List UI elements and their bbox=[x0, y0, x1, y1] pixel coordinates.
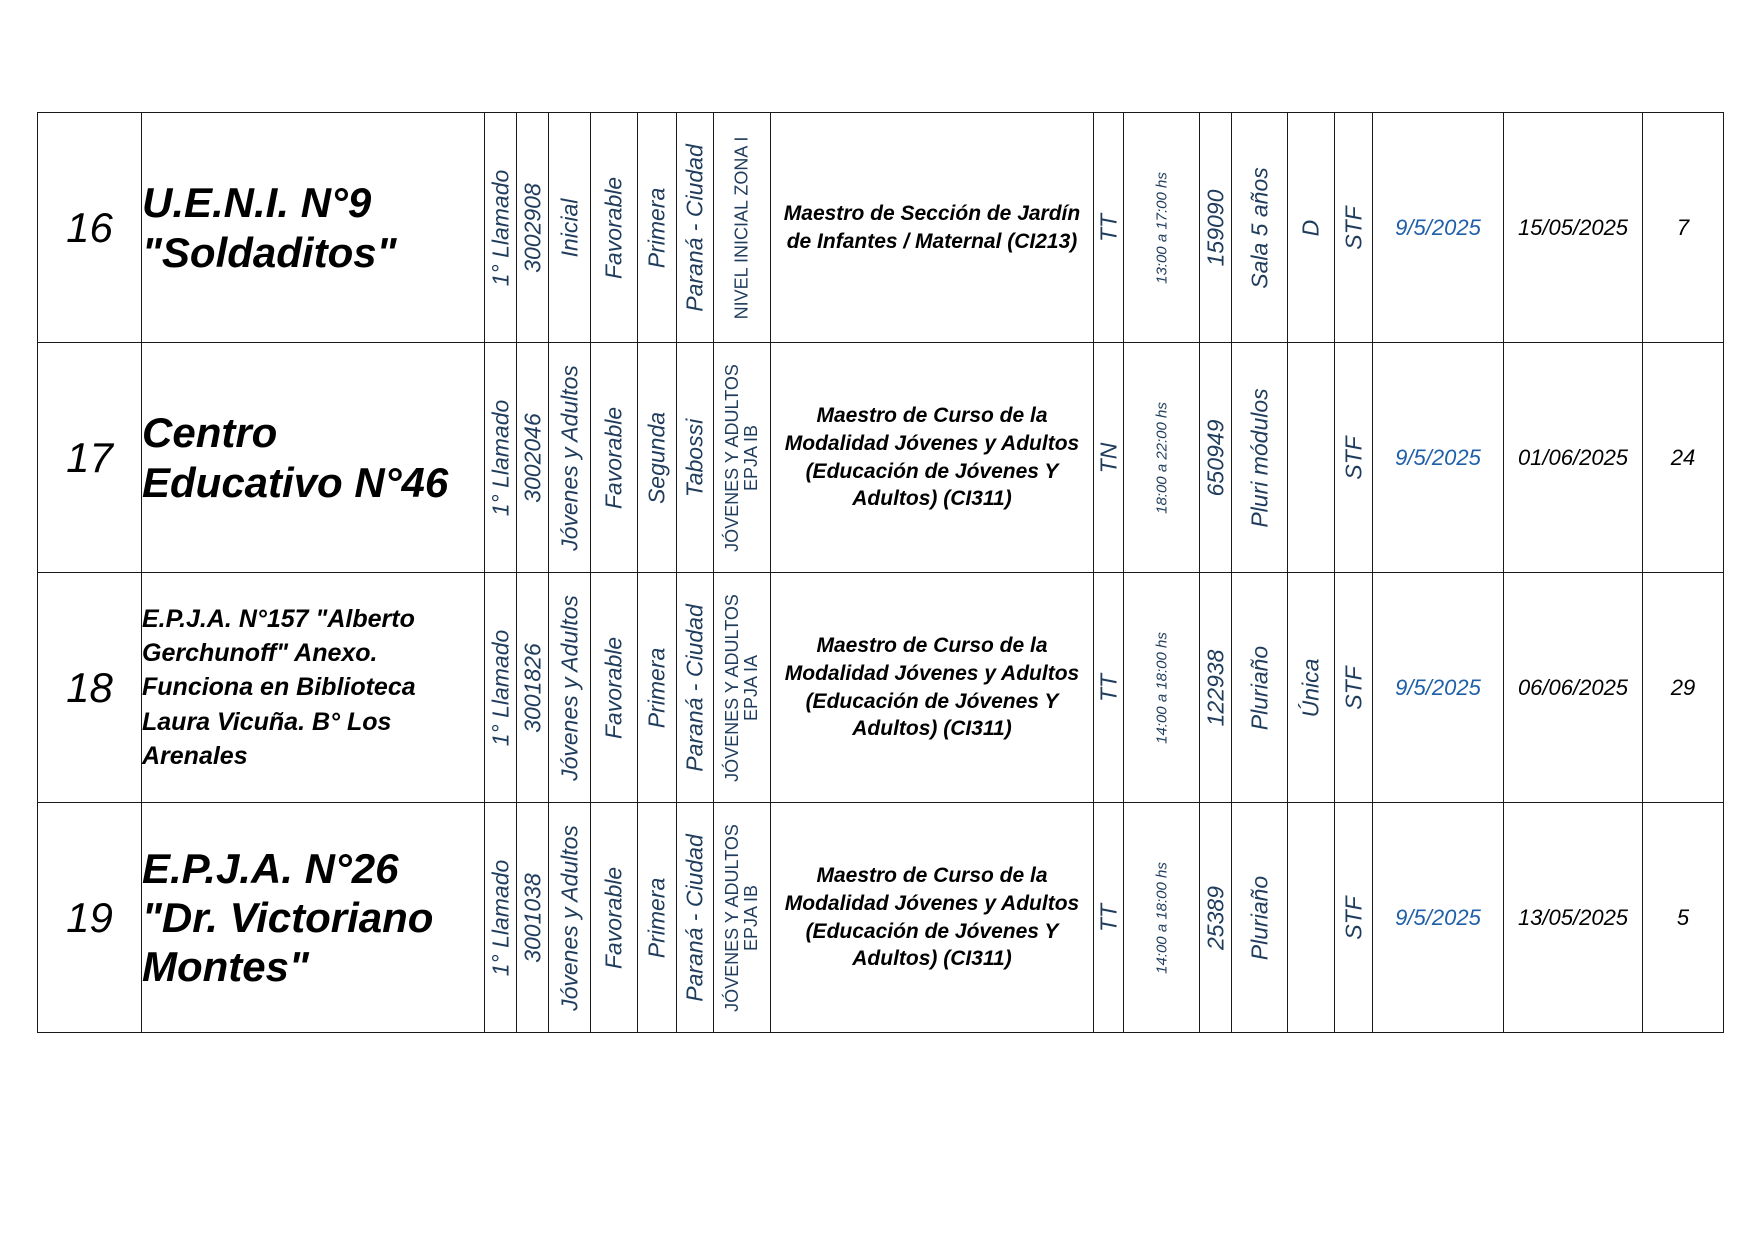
localidad: Paraná - Ciudad bbox=[681, 603, 708, 772]
localidad: Paraná - Ciudad bbox=[681, 833, 708, 1002]
nivel: Jóvenes y Adultos bbox=[556, 594, 582, 781]
categoria: Primera bbox=[643, 877, 670, 958]
nivel-detalle bbox=[723, 364, 761, 552]
llamado: 1° Llamado bbox=[487, 399, 513, 516]
seccion: Pluriaño bbox=[1246, 645, 1272, 730]
turno: TN bbox=[1095, 442, 1121, 473]
fecha-cierre: 01/06/2025 bbox=[1504, 343, 1643, 573]
horas: 7 bbox=[1643, 113, 1724, 343]
turno: TT bbox=[1095, 673, 1121, 702]
row-number: 16 bbox=[38, 113, 142, 343]
fecha-cierre: 15/05/2025 bbox=[1504, 113, 1643, 343]
row-number: 18 bbox=[38, 573, 142, 803]
cupof: 159090 bbox=[1202, 189, 1228, 266]
division: D bbox=[1297, 219, 1324, 236]
codigo: 3002908 bbox=[519, 182, 545, 273]
school-name: E.P.J.A. N°26 "Dr. Victoriano Montes" bbox=[142, 803, 485, 1033]
horario: 14:00 a 18:00 hs bbox=[1153, 861, 1170, 974]
cupof: 650949 bbox=[1202, 419, 1228, 496]
row-number: 19 bbox=[38, 803, 142, 1033]
fecha-cierre: 06/06/2025 bbox=[1504, 573, 1643, 803]
horas: 24 bbox=[1643, 343, 1724, 573]
nivel: Jóvenes y Adultos bbox=[556, 824, 582, 1011]
table-row bbox=[38, 573, 1724, 803]
fecha-cierre: 13/05/2025 bbox=[1504, 803, 1643, 1033]
school-name: U.E.N.I. N°9 "Soldaditos" bbox=[142, 113, 485, 343]
categoria: Segunda bbox=[643, 411, 670, 504]
nivel-detalle-line: NIVEL INICIAL ZONA I bbox=[731, 136, 752, 319]
table-row bbox=[38, 113, 1724, 343]
categoria: Primera bbox=[643, 187, 670, 268]
cupof: 122938 bbox=[1202, 649, 1228, 726]
llamado: 1° Llamado bbox=[487, 629, 513, 746]
cargo: Maestro de Curso de la Modalidad Jóvenes y Adultos (Educación de Jóvenes Y Adultos) (CI311) bbox=[771, 803, 1094, 1033]
horario: 18:00 a 22:00 hs bbox=[1153, 401, 1170, 514]
localidad: Tabossi bbox=[681, 418, 708, 497]
nivel-detalle bbox=[723, 594, 761, 782]
cargo: Maestro de Curso de la Modalidad Jóvenes y Adultos (Educación de Jóvenes Y Adultos) (CI311) bbox=[771, 343, 1094, 573]
zona: Favorable bbox=[600, 636, 627, 739]
nivel-detalle-line: EPJA IA bbox=[741, 654, 761, 721]
nivel-detalle bbox=[733, 136, 752, 319]
vacancy-table bbox=[37, 112, 1724, 1033]
school-name: E.P.J.A. N°157 "Alberto Gerchunoff" Anexo. Funciona en Biblioteca Laura Vicuña. B° Los Arenales bbox=[142, 573, 485, 803]
division: Única bbox=[1297, 658, 1324, 717]
cupof: 25389 bbox=[1202, 885, 1228, 950]
seccion: Sala 5 años bbox=[1246, 166, 1272, 289]
situacion: STF bbox=[1340, 895, 1366, 940]
categoria: Primera bbox=[643, 647, 670, 728]
codigo: 3001038 bbox=[519, 872, 545, 963]
nivel-detalle bbox=[723, 824, 761, 1012]
nivel-detalle-line: JÓVENES Y ADULTOS bbox=[722, 363, 743, 552]
zona: Favorable bbox=[600, 176, 627, 279]
fecha: 9/5/2025 bbox=[1373, 343, 1504, 573]
cargo: Maestro de Curso de la Modalidad Jóvenes y Adultos (Educación de Jóvenes Y Adultos) (CI311) bbox=[771, 573, 1094, 803]
nivel-detalle-line: EPJA IB bbox=[741, 424, 761, 491]
horas: 29 bbox=[1643, 573, 1724, 803]
localidad: Paraná - Ciudad bbox=[681, 143, 708, 312]
situacion: STF bbox=[1340, 665, 1366, 710]
row-number: 17 bbox=[38, 343, 142, 573]
nivel-detalle-line: JÓVENES Y ADULTOS bbox=[722, 823, 743, 1012]
nivel-detalle-line: EPJA IB bbox=[741, 884, 761, 951]
zona: Favorable bbox=[600, 866, 627, 969]
codigo: 3002046 bbox=[519, 412, 545, 503]
cargo: Maestro de Sección de Jardín de Infantes / Maternal (CI213) bbox=[771, 113, 1094, 343]
codigo: 3001826 bbox=[519, 642, 545, 733]
llamado: 1° Llamado bbox=[487, 859, 513, 976]
seccion: Pluriaño bbox=[1246, 875, 1272, 960]
horas: 5 bbox=[1643, 803, 1724, 1033]
llamado: 1° Llamado bbox=[487, 169, 513, 286]
situacion: STF bbox=[1340, 435, 1366, 480]
situacion: STF bbox=[1340, 205, 1366, 250]
horario: 14:00 a 18:00 hs bbox=[1153, 631, 1170, 744]
fecha: 9/5/2025 bbox=[1373, 113, 1504, 343]
fecha: 9/5/2025 bbox=[1373, 803, 1504, 1033]
nivel: Inicial bbox=[556, 198, 582, 257]
horario: 13:00 a 17:00 hs bbox=[1153, 171, 1170, 284]
nivel: Jóvenes y Adultos bbox=[556, 364, 582, 551]
seccion: Pluri módulos bbox=[1246, 387, 1272, 528]
school-name: Centro Educativo N°46 bbox=[142, 343, 485, 573]
fecha: 9/5/2025 bbox=[1373, 573, 1504, 803]
table-row bbox=[38, 803, 1724, 1033]
nivel-detalle-line: JÓVENES Y ADULTOS bbox=[722, 593, 743, 782]
zona: Favorable bbox=[600, 406, 627, 509]
turno: TT bbox=[1095, 903, 1121, 932]
table-row bbox=[38, 343, 1724, 573]
turno: TT bbox=[1095, 213, 1121, 242]
